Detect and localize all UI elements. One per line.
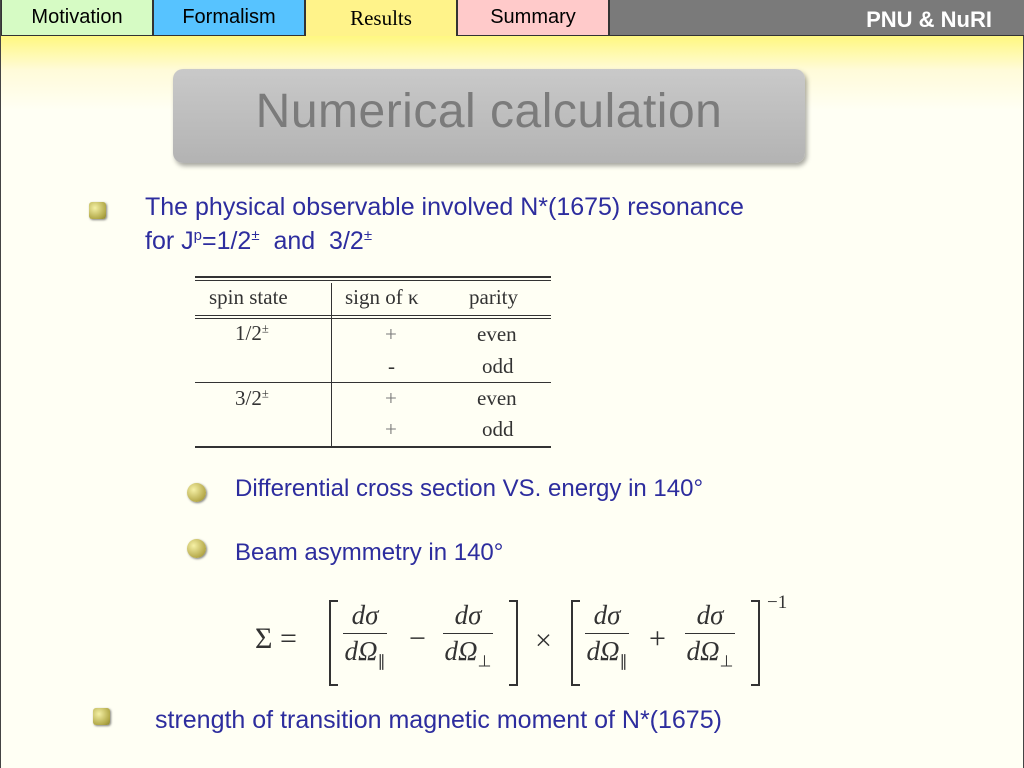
tab-formalism-label: Formalism <box>182 6 276 28</box>
sub-bullet-cross-section: Differential cross section VS. energy in 140° <box>235 475 704 502</box>
frac4-den-text: dΩ <box>686 636 720 666</box>
table-header-parity: parity <box>469 285 518 309</box>
frac3-num: dσ <box>593 600 621 630</box>
line2-prefix: for J <box>145 227 194 255</box>
formula-times: × <box>535 624 552 657</box>
fraction-perp-2 <box>685 600 735 671</box>
formula-minus: − <box>409 622 426 655</box>
tab-results[interactable] <box>305 0 457 36</box>
frac2-den <box>443 636 493 671</box>
table-row-3-spin <box>235 386 269 411</box>
square-bullet-icon <box>93 708 110 725</box>
table-top-rule <box>195 276 551 278</box>
frac1-num: dσ <box>351 600 379 630</box>
table-header-spin: spin state <box>209 285 288 309</box>
nav-tabbar <box>1 0 1024 37</box>
frac4-num: dσ <box>696 600 724 630</box>
frac4-bar <box>685 633 735 634</box>
formula-left-bracket-2 <box>571 600 580 686</box>
table-row-2-parity: odd <box>482 354 514 378</box>
table-header-sign <box>345 285 419 310</box>
frac2-den-text: dΩ <box>444 636 478 666</box>
round-bullet-icon <box>187 539 206 558</box>
frac3-den <box>585 636 629 671</box>
tab-motivation[interactable] <box>1 0 153 36</box>
title-box <box>173 69 805 163</box>
table-row-3-parity: even <box>477 386 517 410</box>
line2-sup: p <box>193 227 202 244</box>
formula-right-bracket-1 <box>509 600 518 686</box>
table-row-3-sign: + <box>385 386 397 410</box>
formula-left-bracket-1 <box>329 600 338 686</box>
fraction-perp-1 <box>443 600 493 671</box>
line2-mid: =1/2 <box>201 227 252 255</box>
frac4-den <box>685 636 735 671</box>
row3-spin-val: 3/2 <box>235 386 262 410</box>
table-header-sign-text: sign of κ <box>345 285 419 309</box>
tab-summary[interactable] <box>457 0 609 36</box>
frac3-bar <box>585 633 629 634</box>
table-column-divider <box>331 283 332 447</box>
org-label-box <box>609 0 1024 36</box>
org-label: PNU & NuRI <box>866 6 992 32</box>
formula-lhs: Σ = <box>255 622 297 655</box>
square-bullet-icon <box>89 202 106 219</box>
frac1-bar <box>343 633 387 634</box>
tab-motivation-label: Motivation <box>31 6 123 28</box>
beam-asymmetry-formula <box>251 590 811 690</box>
frac1-sub: ∥ <box>377 653 386 671</box>
table-mid-rule <box>195 382 551 383</box>
frac2-sub: ⊥ <box>477 653 492 671</box>
table-row-4-parity: odd <box>482 417 514 441</box>
table-header-rule <box>195 315 551 316</box>
tab-summary-label: Summary <box>490 6 576 28</box>
frac2-num: dσ <box>454 600 482 630</box>
table-bottom-rule <box>195 446 551 448</box>
line2-pm1: ± <box>251 227 260 244</box>
frac3-sub: ∥ <box>619 653 628 671</box>
table-row-4-sign: + <box>385 417 397 441</box>
fraction-parallel-1 <box>343 600 387 671</box>
frac2-bar <box>443 633 493 634</box>
bullet-transition-moment: strength of transition magnetic moment of N*(1675) <box>155 706 722 734</box>
row1-spin-pm: ± <box>261 321 269 336</box>
frac3-den-text: dΩ <box>586 636 620 666</box>
formula-exponent: −1 <box>767 592 788 613</box>
frac4-sub: ⊥ <box>719 653 734 671</box>
table-header-rule-2 <box>195 318 551 319</box>
table-row-2-sign: - <box>388 354 395 378</box>
line2-pm2: ± <box>363 227 373 244</box>
frac1-den-text: dΩ <box>344 636 378 666</box>
formula-plus: + <box>649 622 666 655</box>
tab-results-label: Results <box>350 5 412 30</box>
table-row-1-parity: even <box>477 322 517 346</box>
formula-right-bracket-2 <box>751 600 760 686</box>
table-top-rule-2 <box>195 280 551 281</box>
round-bullet-icon <box>187 483 206 502</box>
sub-bullet-beam-asymmetry: Beam asymmetry in 140° <box>235 539 504 566</box>
tab-formalism[interactable] <box>153 0 305 36</box>
table-row-1-sign: + <box>385 322 397 346</box>
frac1-den <box>343 636 387 671</box>
row3-spin-pm: ± <box>261 386 269 401</box>
bullet-observable-line1: The physical observable involved N*(1675) resonance <box>145 193 744 221</box>
line2-and: and 3/2 <box>259 227 364 255</box>
fraction-parallel-2 <box>585 600 629 671</box>
slide-title: Numerical calculation <box>255 84 723 138</box>
bullet-observable-line2 <box>145 227 372 256</box>
table-row-1-spin <box>235 321 269 346</box>
row1-spin-val: 1/2 <box>235 321 262 345</box>
